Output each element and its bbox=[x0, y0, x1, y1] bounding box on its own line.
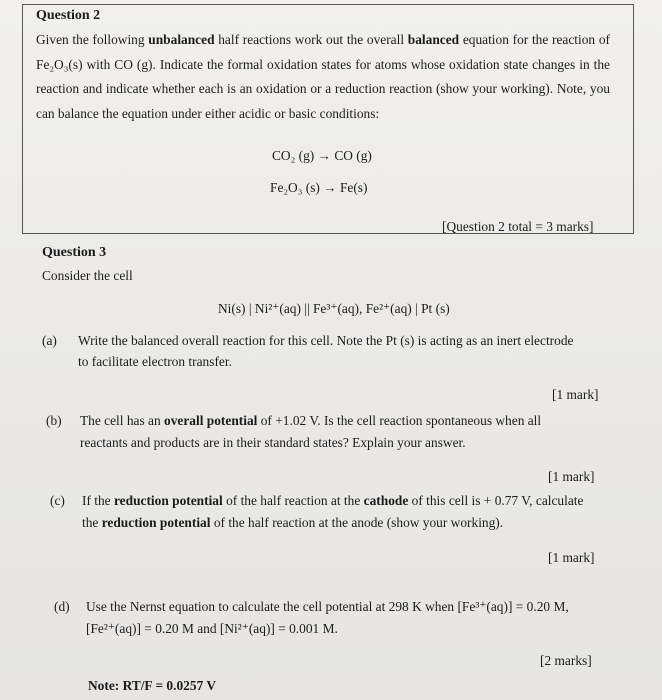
b-text-1: The cell has an bbox=[80, 413, 165, 428]
c-text-4: the bbox=[82, 515, 102, 530]
question-2-total: [Question 2 total = 3 marks] bbox=[442, 219, 594, 234]
note-rt-f: Note: RT/F = 0.0257 V bbox=[88, 678, 217, 693]
part-a-marks: [1 mark] bbox=[552, 387, 599, 402]
q2-text-3: equation for the reaction of Fe₂O₃(s) with CO (g). Indicate the formal oxidation states for atoms whose oxidation state changes in the reaction and indicate whether each is an oxidation or a reduction reaction (show your working). Note, you can balance the equation under either acidic or basic conditions: bbox=[36, 32, 610, 121]
half-reaction-co2: CO₂ (g) → CO (g) bbox=[272, 148, 372, 163]
part-a-label: (a) bbox=[42, 333, 57, 348]
part-b-line-1 bbox=[80, 413, 541, 429]
part-d-label: (d) bbox=[54, 599, 70, 614]
question-3-title: Question 3 bbox=[42, 245, 107, 260]
q2-bold-balanced: balanced bbox=[407, 32, 460, 47]
part-c-line-2 bbox=[82, 515, 503, 531]
q2-text-2: half reactions work out the overall bbox=[214, 32, 408, 47]
part-c-marks: [1 mark] bbox=[548, 550, 595, 565]
question-2-title: Question 2 bbox=[36, 8, 101, 23]
question-2-paragraph bbox=[36, 28, 610, 126]
part-d-line-1: Use the Nernst equation to calculate the cell potential at 298 K when [Fe³⁺(aq)] = 0.20 M, bbox=[86, 599, 569, 614]
part-a-line-1: Write the balanced overall reaction for this cell. Note the Pt (s) is acting as an inert electrode bbox=[78, 333, 574, 348]
c-bold-cathode: cathode bbox=[363, 493, 409, 508]
part-b-marks: [1 mark] bbox=[548, 469, 595, 484]
b-text-2: of +1.02 V. Is the cell reaction spontaneous when all bbox=[257, 413, 542, 428]
part-d-marks: [2 marks] bbox=[540, 653, 592, 668]
cell-notation: Ni(s) | Ni²⁺(aq) || Fe³⁺(aq), Fe²⁺(aq) | Pt (s) bbox=[218, 301, 450, 316]
question-3-intro: Consider the cell bbox=[42, 268, 133, 283]
c-text-2: of the half reaction at the bbox=[222, 493, 364, 508]
c-text-5: of the half reaction at the anode (show your working). bbox=[210, 515, 504, 530]
b-bold-overall-potential: overall potential bbox=[164, 413, 258, 428]
c-text-3: of this cell is + 0.77 V, calculate bbox=[408, 493, 584, 508]
half-reaction-fe2o3: Fe₂O₃ (s) → Fe(s) bbox=[270, 180, 368, 195]
c-bold-reduction-potential-2: reduction potential bbox=[101, 515, 211, 530]
q2-text-1: Given the following bbox=[36, 32, 149, 47]
part-c-line-1 bbox=[82, 493, 583, 509]
part-b-line-2: reactants and products are in their standard states? Explain your answer. bbox=[80, 435, 466, 450]
part-b-label: (b) bbox=[46, 413, 62, 428]
part-a-line-2: to facilitate electron transfer. bbox=[78, 354, 232, 369]
c-text-1: If the bbox=[82, 493, 114, 508]
q2-bold-unbalanced: unbalanced bbox=[148, 32, 215, 47]
part-c-label: (c) bbox=[50, 493, 65, 508]
c-bold-reduction-potential: reduction potential bbox=[113, 493, 223, 508]
part-d-line-2: [Fe²⁺(aq)] = 0.20 M and [Ni²⁺(aq)] = 0.001 M. bbox=[86, 621, 338, 636]
